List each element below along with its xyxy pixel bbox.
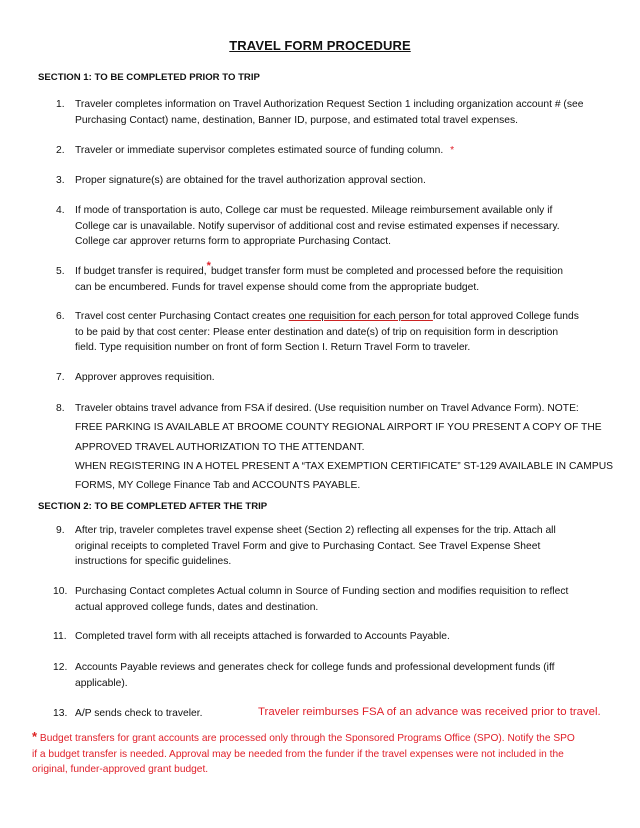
- item-number: 4.: [56, 205, 65, 216]
- item-number: 8.: [56, 403, 65, 414]
- item-number: 9.: [56, 525, 65, 536]
- item-text-line: Approver approves requisition.: [75, 372, 215, 383]
- footnote-line: original, funder-approved grant budget.: [32, 764, 209, 775]
- item-text-line: After trip, traveler completes travel expense sheet (Section 2) reflecting all expenses for the trip. Attach all: [75, 525, 556, 536]
- item-text-line: College car is unavailable. Notify supervisor of additional cost and revise estimated expenses if necessary.: [75, 220, 560, 232]
- item-text-line: FREE PARKING IS AVAILABLE AT BROOME COUNTY REGIONAL AIRPORT IF YOU PRESENT A COPY OF THE: [75, 422, 602, 434]
- item-text-line: FORMS, MY College Finance Tab and ACCOUNTS PAYABLE.: [75, 480, 361, 492]
- item-text-line: can be encumbered. Funds for travel expense should come from the appropriate budget.: [75, 281, 480, 293]
- footnote-asterisk: *: [32, 729, 38, 744]
- item-number: 10.: [53, 586, 68, 597]
- item-number: 12.: [53, 662, 68, 673]
- item-text-fragment: If budget transfer is required,: [75, 266, 207, 277]
- item-text-line: instructions for specific guidelines.: [75, 556, 232, 567]
- item-text-line: Traveler or immediate supervisor completes estimated source of funding column.: [75, 145, 444, 156]
- item-number: 5.: [56, 266, 65, 277]
- item-text-fragment: budget transfer form must be completed and processed before the requisition: [210, 266, 563, 277]
- item-text-line: actual approved college funds, dates and destination.: [75, 601, 319, 613]
- item-text-line: field. Type requisition number on front of form Section I. Return Travel Form to traveler.: [75, 342, 471, 353]
- item-text-line: Traveler completes information on Travel Authorization Request Section 1 including organization account # (see: [75, 99, 584, 110]
- item-text-line: A/P sends check to traveler.: [75, 708, 203, 719]
- footnote: [32, 729, 612, 778]
- item-number: 11.: [53, 631, 67, 642]
- item-number: 13.: [53, 708, 68, 719]
- item-text-line: Purchasing Contact completes Actual column in Source of Funding section and modifies requisition to reflect: [75, 586, 569, 597]
- underlined-emphasis: one requisition for each person: [288, 311, 433, 322]
- item-text-line: Proper signature(s) are obtained for the travel authorization approval section.: [75, 175, 426, 186]
- item-text-line: Completed travel form with all receipts attached is forwarded to Accounts Payable.: [75, 631, 450, 642]
- item-number: 7.: [56, 372, 65, 383]
- item-number: 2.: [56, 145, 65, 156]
- item-text-fragment: Travel cost center Purchasing Contact creates: [75, 311, 289, 322]
- advance-reimbursement-note: Traveler reimburses FSA of an advance was received prior to travel.: [258, 706, 601, 718]
- document-title: TRAVEL FORM PROCEDURE: [229, 38, 411, 53]
- item-text-line: If mode of transportation is auto, College car must be requested. Mileage reimbursement available only if: [75, 205, 553, 216]
- footnote-line: if a budget transfer is needed. Approval may be needed from the funder if the travel expenses were not included in the: [32, 748, 564, 760]
- asterisk-marker: *: [206, 260, 211, 272]
- footnote-line: Budget transfers for grant accounts are processed only through the Sponsored Programs Office (SPO). Notify the SPO: [39, 733, 575, 744]
- item-text-line: applicable).: [75, 677, 128, 689]
- item-text-line: Traveler obtains travel advance from FSA if desired. (Use requisition number on Travel Advance Form). NOTE:: [75, 403, 579, 414]
- item-text-line: APPROVED TRAVEL AUTHORIZATION TO THE ATTENDANT.: [75, 441, 365, 453]
- asterisk-marker: *: [450, 145, 455, 156]
- item-number: 3.: [56, 175, 65, 186]
- item-text-line: Purchasing Contact) name, destination, Banner ID, purpose, and estimated total travel expenses.: [75, 114, 519, 126]
- item-number: 1.: [56, 99, 65, 110]
- item-text-line: to be paid by that cost center: Please enter destination and date(s) of trip on requisition form in description: [75, 326, 559, 338]
- item-text-line: original receipts to completed Travel Form and give to Purchasing Contact. See Travel Expense Sheet: [75, 540, 541, 552]
- item-text-line: College car approver returns form to appropriate Purchasing Contact.: [75, 236, 391, 247]
- item-text-line: Accounts Payable reviews and generates check for college funds and professional development funds (iff: [75, 662, 555, 673]
- section-2-heading: SECTION 2: TO BE COMPLETED AFTER THE TRIP: [38, 501, 268, 512]
- section-1-heading: SECTION 1: TO BE COMPLETED PRIOR TO TRIP: [38, 72, 260, 83]
- item-number: 6.: [56, 311, 65, 322]
- item-text-line: WHEN REGISTERING IN A HOTEL PRESENT A “TAX EXEMPTION CERTIFICATE” ST-129 AVAILABLE IN CAMPUS: [75, 460, 614, 472]
- item-text-fragment: for total approved College funds: [432, 311, 579, 322]
